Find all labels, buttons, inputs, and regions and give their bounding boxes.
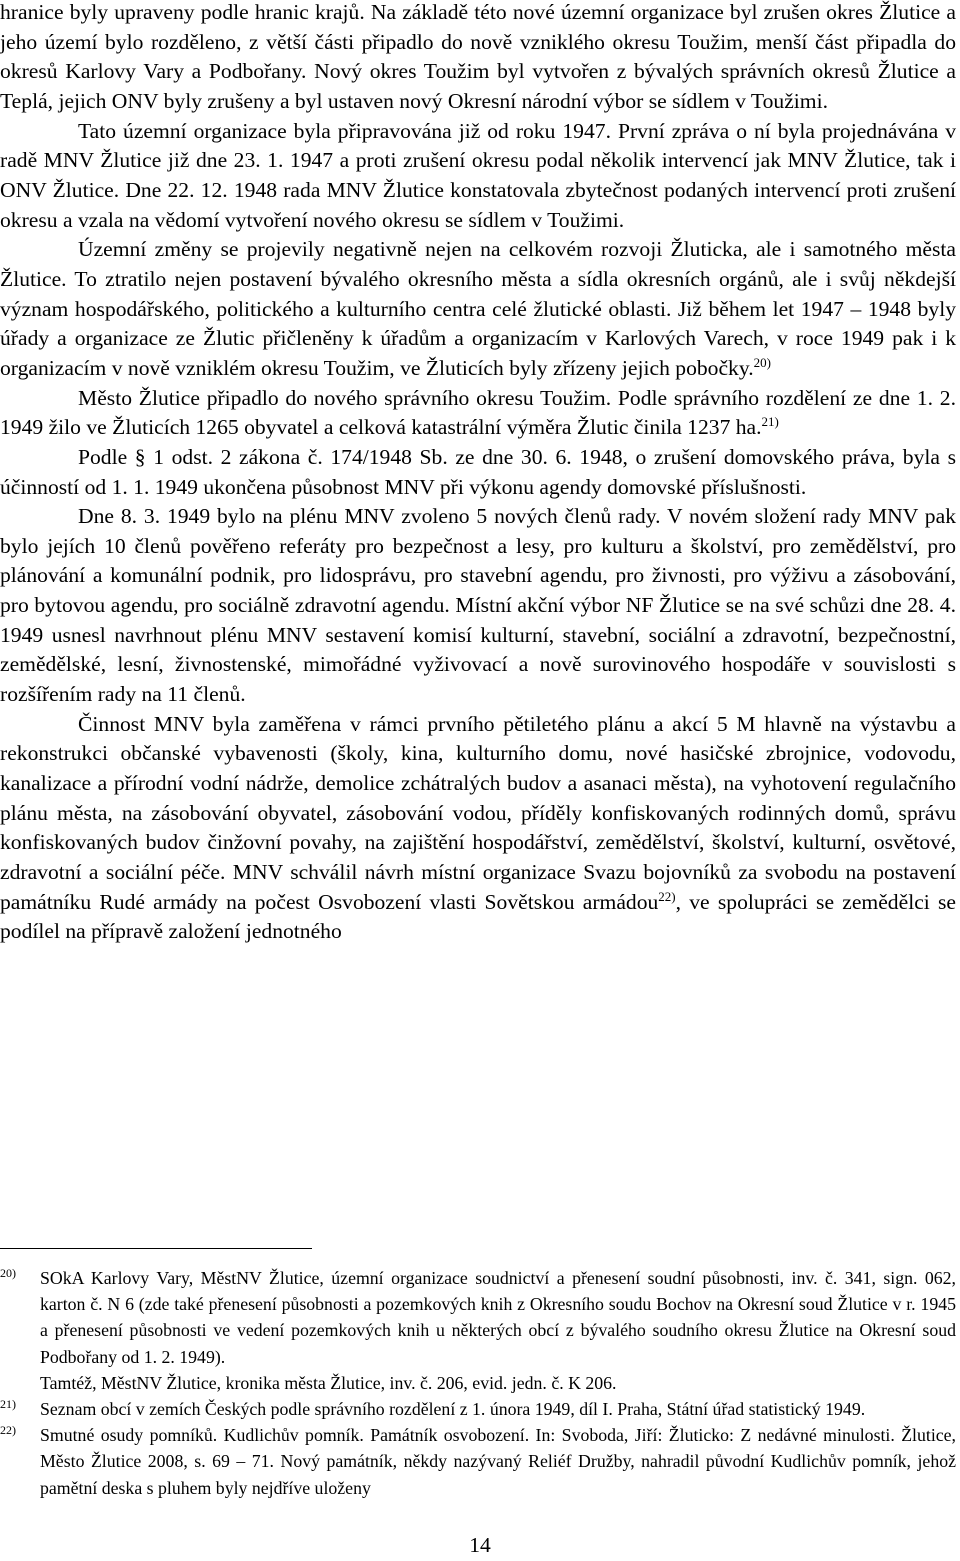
footnote-22 [0,1422,956,1501]
paragraph-6: Dne 8. 3. 1949 bylo na plénu MNV zvoleno 5 nových členů rady. V novém složení rady MNV pak bylo jejích 10 členů pověřeno referáty pro bezpečnost a lesy, pro kulturu a školství, pro zemědělství, pro plánování a komunální podnik, pro lidosprávu, pro stavební agendu, pro živnosti, pro výživu a zásobování, pro bytovou agendu, pro sociálně zdravotní agendu. Místní akční výbor NF Žlutice se na své schůzi dne 28. 4. 1949 usnesl navrhnout plénu MNV sestavení komisí kulturní, stavební, sociální a zdravotní, bezpečnostní, zemědělské, lesní, živnostenské, mimořádné vyživovací a nově surovinového hospodáře v souvislosti s rozšířením rady na 11 členů. [0,504,956,707]
footnote-separator [0,1248,312,1249]
paragraph-7-text: Činnost MNV byla zaměřena v rámci prvního pětiletého plánu a akcí 5 M hlavně na výstavbu a rekonstrukci občanské vybavenosti (školy, kina, kulturního domu, nové hasičské zbrojnice, vodovodu, kanalizace a přírodní vodní nádrže, demolice zchátralých budov a asanaci města), na vyhotovení regulačního plánu města, na zásobování obyvatel, zásobování vodou, příděly konfiskovaných rodinných domů, správu konfiskovaných budov činžovní povahy, na zajištění hospodářství, zemědělství, školství, kulturní, osvětové, zdravotní a sociální péče. MNV schválil návrh místní organizace Svazu bojovníků za svobodu na postavení památníku Rudé armády na počest Osvobození vlasti Sovětskou armádou [0,711,956,914]
footnote-number: 22) [0,1423,16,1438]
paragraph-4-text: Město Žlutice připadlo do nového správního okresu Toužim. Podle správního rozdělení ze dne 1. 2. 1949 žilo ve Žluticích 1265 obyvatel a celková katastrální výměra Žlutic činila 1237 ha. [0,385,956,440]
footnote-line: Tamtéž, MěstNV Žlutice, kronika města Žlutice, inv. č. 206, evid. jedn. č. K 206. [40,1372,617,1393]
footnote-text [40,1422,956,1501]
paragraph-3 [0,235,956,383]
page-number: 14 [469,1533,491,1557]
paragraph-4 [0,384,956,443]
footnote-20 [0,1265,956,1396]
footnote-text [40,1265,956,1396]
footnote-text [40,1396,956,1422]
paragraph-3-text: Územní změny se projevily negativně nejen na celkovém rozvoji Žluticka, ale i samotného města Žlutice. To ztratilo nejen postavení bývalého okresního města a sídla okresních orgánů, ale i svůj někdejší význam hospodářského, politického a kulturního centra celé žlutické oblasti. Již během let 1947 – 1948 byly úřady a organizace ze Žlutic přičleněny k úřadům a organizacím v Karlových Varech, v roce 1949 pak i k organizacím v nově vzniklém okresu Toužim, ve Žluticích byly zřízeny jejich pobočky. [0,237,956,380]
paragraph-1: hranice byly upraveny podle hranic krajů. Na základě této nové územní organizace byl zrušen okres Žlutice a jeho území bylo rozděleno, z větší části připadlo do nově vzniklého okresu Toužim, menší část připadla do okresů Karlovy Vary a Podbořany. Nový okres Toužim byl vytvořen z bývalých správních okresů Žlutice a Teplá, jejich ONV byly zrušeny a byl ustaven nový Okresní národní výbor se sídlem v Toužimi. [0,0,956,113]
footnote-line: SOkA Karlovy Vary, MěstNV Žlutice, územní organizace soudnictví a přenesení soudní působnosti, inv. č. 341, sign. 062, karton č. N 6 (zde také přenesení působnosti a pozemkových knih z Okresního soudu Bochov na Okresní soud Žlutice v r. 1945 a přenesení působnosti ve vedení pozemkových knih u některých obcí z bývalého soudního okresu Žlutice na Okresní soud Podbořany od 1. 2. 1949). [40,1268,956,1367]
footnote-21 [0,1396,956,1422]
paragraph-7-continuation: , ve spolupráci se zemědělci se podílel na přípravě založení jednotného [0,889,956,944]
footnote-line: Seznam obcí v zemích Českých podle správního rozdělení z 1. února 1949, díl I. Praha, Státní úřad statistický 1949. [40,1399,866,1420]
footnotes [0,1265,956,1501]
footnote-ref-22: 22) [658,888,676,904]
footnote-number: 20) [0,1266,16,1280]
footnote-ref-21: 21) [761,414,779,429]
footnote-line: Smutné osudy pomníků. Kudlichův pomník. Památník osvobození. In: Svoboda, Jiří: Žluticko: Z nedávné minulosti. Žlutice, Město Žlutice 2008, s. 69 – 71. Nový památník, někdy nazývaný Reliéf Družby, nahradil původní Kudlichův pomník, jehož pamětní deska s pluhem byly nejdříve uloženy [40,1425,956,1498]
paragraph-2: Tato územní organizace byla připravována již od roku 1947. První zpráva o ní byla projednávána v radě MNV Žlutice již dne 23. 1. 1947 a proti zrušení okresu podal několik intervencí jak MNV Žlutice, tak i ONV Žlutice. Dne 22. 12. 1948 rada MNV Žlutice konstatovala zbytečnost podaných intervencí proti zrušení okresu a vzala na vědomí vytvoření nového okresu se sídlem v Toužimi. [0,118,956,232]
footnote-number: 21) [0,1397,16,1412]
paragraph-5: Podle § 1 odst. 2 zákona č. 174/1948 Sb. ze dne 30. 6. 1948, o zrušení domovského práva, byla s účinností od 1. 1. 1949 ukončena působnost MNV při výkonu agendy domovské příslušnosti. [0,444,956,499]
paragraph-7 [0,710,956,947]
footnote-ref-20: 20) [753,354,771,370]
